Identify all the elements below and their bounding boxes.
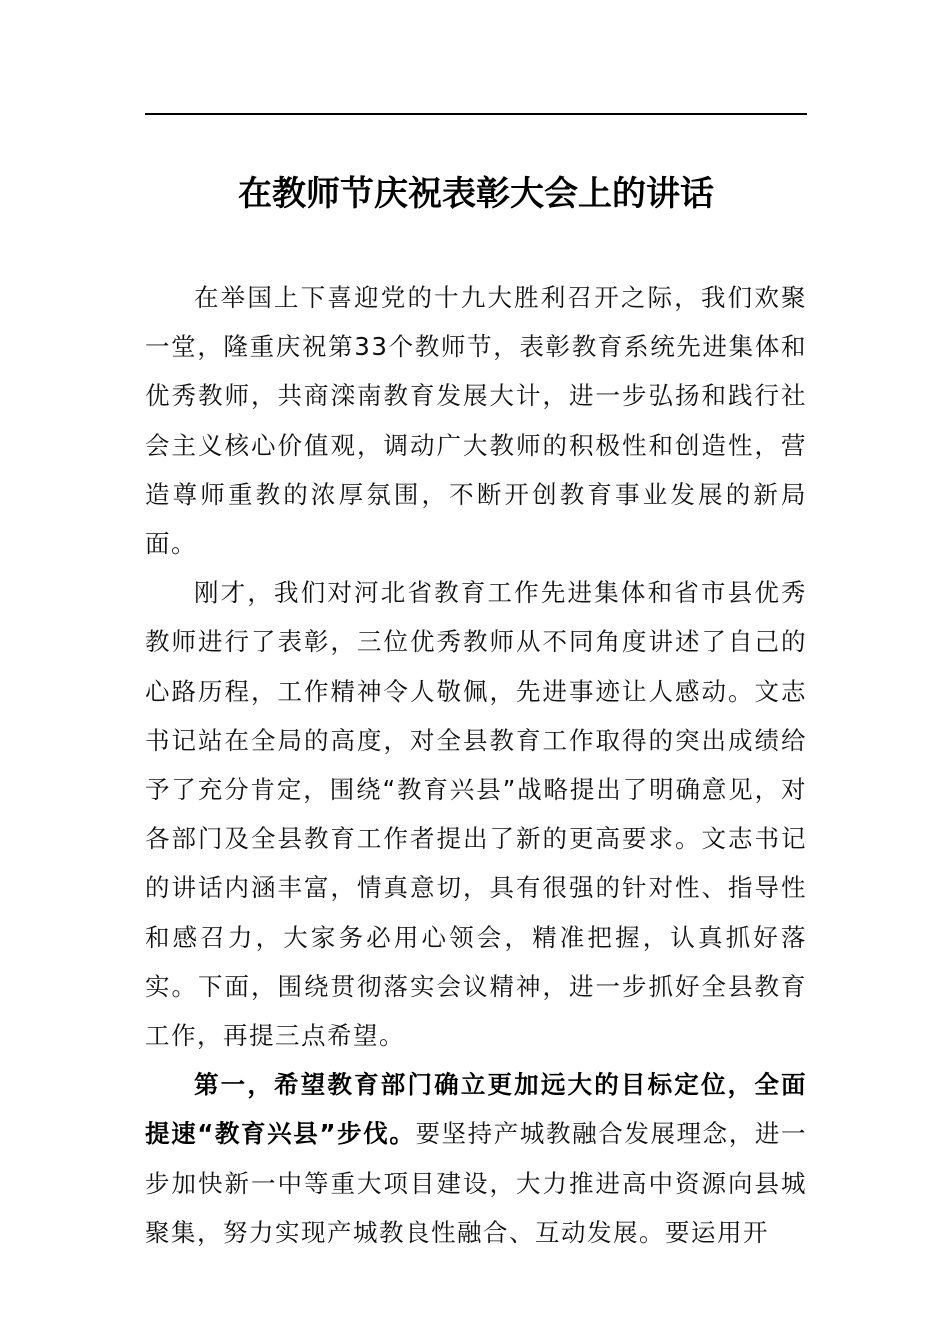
paragraph-1-text: 在举国上下喜迎党的十九大胜利召开之际，我们欢聚一堂，隆重庆祝第33个教师节，表彰教育系统先进集体和优秀教师，共商滦南教育发展大计，进一步弘扬和践行社会主义核心价值观，调动广大教师的积极性和创造性，营造尊师重教的浓厚氛围，不断开创教育事业发展的新局面。 [145, 283, 807, 559]
paragraph-3-text: 要坚持产城教融合发展理念，进一步加快新一中等重大项目建设，大力推进高中资源向县城聚集，努力实现产城教良性融合、互动发展。要运用开 [145, 1119, 808, 1247]
document-title: 在教师节庆祝表彰大会上的讲话 [238, 174, 714, 214]
paragraph-1 [145, 273, 807, 568]
document-body [145, 273, 807, 1257]
paragraph-3 [145, 1060, 807, 1257]
paragraph-2 [145, 568, 807, 1060]
paragraph-3-lead-sentence: 第一，希望教育部门确立更加远大的目标定位，全面提速“教育兴县”步伐。 [145, 1070, 807, 1149]
paragraph-2-text: 刚才，我们对河北省教育工作先进集体和省市县优秀教师进行了表彰，三位优秀教师从不同角度讲述了自己的心路历程，工作精神令人敬佩，先进事迹让人感动。文志书记站在全局的高度，对全县教育工作取得的突出成绩给予了充分肯定，围绕“教育兴县”战略提出了明确意见，对各部门及全县教育工作者提出了新的更高要求。文志书记的讲话内涵丰富，情真意切，具有很强的针对性、指导性和感召力，大家务必用心领会，精准把握，认真抓好落实。下面，围绕贯彻落实会议精神，进一步抓好全县教育工作，再提三点希望。 [145, 578, 807, 1051]
header-rule [145, 113, 807, 115]
